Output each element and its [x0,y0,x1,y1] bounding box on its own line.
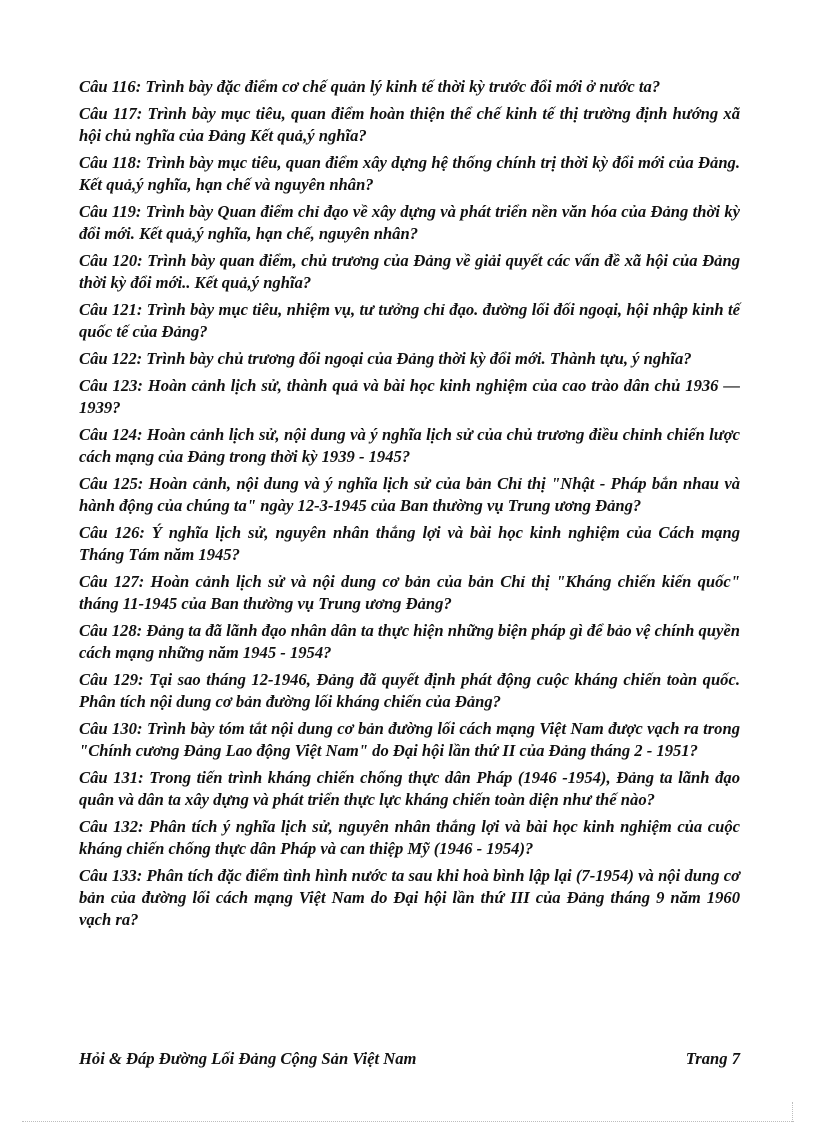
question-117: Câu 117: Trình bày mục tiêu, quan điểm hoàn thiện thể chế kinh tế thị trường định hướng xã hội chủ nghĩa của Đảng Kết quả,ý nghĩa? [79,104,740,145]
question-122: Câu 122: Trình bày chủ trương đối ngoại của Đảng thời kỳ đổi mới. Thành tựu, ý nghĩa? [79,349,692,368]
question-128: Câu 128: Đảng ta đã lãnh đạo nhân dân ta thực hiện những biện pháp gì để bảo vệ chính quyền cách mạng những năm 1945 - 1954? [79,621,740,662]
question-131: Câu 131: Trong tiến trình kháng chiến chống thực dân Pháp (1946 -1954), Đảng ta lãnh đạo quân và dân ta xây dựng và phát triển thực lực kháng chiến toàn diện như thế nào? [79,768,740,809]
page-number: Trang 7 [685,1049,740,1068]
question-126: Câu 126: Ý nghĩa lịch sử, nguyên nhân thắng lợi và bài học kinh nghiệm của Cách mạng Tháng Tám năm 1945? [79,523,740,564]
page-side-border [792,1102,793,1122]
question-132: Câu 132: Phân tích ý nghĩa lịch sử, nguyên nhân thắng lợi và bài học kinh nghiệm của cuộc kháng chiến chống thực dân Pháp và can thiệp Mỹ (1946 - 1954)? [79,817,740,858]
page-bottom-border [22,1121,794,1122]
question-116: Câu 116: Trình bày đặc điểm cơ chế quản lý kinh tế thời kỳ trước đổi mới ở nước ta? [79,77,661,96]
question-125: Câu 125: Hoàn cảnh, nội dung và ý nghĩa lịch sử của bản Chỉ thị "Nhật - Pháp bắn nhau và hành động của chúng ta" ngày 12-3-1945 của Ban thường vụ Trung ương Đảng? [79,474,740,515]
question-130: Câu 130: Trình bày tóm tắt nội dung cơ bản đường lối cách mạng Việt Nam được vạch ra trong "Chính cương Đảng Lao động Việt Nam" do Đại hội lần thứ II của Đảng tháng 2 - 1951? [79,719,740,760]
question-127: Câu 127: Hoàn cảnh lịch sử và nội dung cơ bản của bản Chỉ thị "Kháng chiến kiến quốc" tháng 11-1945 của Ban thường vụ Trung ương Đảng? [79,572,740,613]
question-119: Câu 119: Trình bày Quan điểm chỉ đạo về xây dựng và phát triển nền văn hóa của Đảng thời kỳ đổi mới. Kết quả,ý nghĩa, hạn chế, nguyên nhân? [79,202,740,243]
question-123: Câu 123: Hoàn cảnh lịch sử, thành quả và bài học kinh nghiệm của cao trào dân chủ 1936 — 1939? [79,376,740,417]
question-120: Câu 120: Trình bày quan điểm, chủ trương của Đảng về giải quyết các vấn đề xã hội của Đảng thời kỳ đổi mới.. Kết quả,ý nghĩa? [79,251,740,292]
question-list [79,76,740,936]
question-133: Câu 133: Phân tích đặc điểm tình hình nước ta sau khi hoà bình lập lại (7-1954) và nội dung cơ bản của đường lối cách mạng Việt Nam do Đại hội lần thứ III của Đảng tháng 9 năm 1960 vạch ra? [79,866,740,929]
question-124: Câu 124: Hoàn cảnh lịch sử, nội dung và ý nghĩa lịch sử của chủ trương điều chỉnh chiến lược cách mạng của Đảng trong thời kỳ 1939 - 1945? [79,425,740,466]
question-129: Câu 129: Tại sao tháng 12-1946, Đảng đã quyết định phát động cuộc kháng chiến toàn quốc. Phân tích nội dung cơ bản đường lối kháng chiến của Đảng? [79,670,740,711]
question-118: Câu 118: Trình bày mục tiêu, quan điểm xây dựng hệ thống chính trị thời kỳ đổi mới của Đảng. Kết quả,ý nghĩa, hạn chế và nguyên nhân? [79,153,740,194]
page-footer [79,1049,740,1069]
question-121: Câu 121: Trình bày mục tiêu, nhiệm vụ, tư tưởng chỉ đạo. đường lối đối ngoại, hội nhập kinh tế quốc tế của Đảng? [79,300,740,341]
footer-title: Hỏi & Đáp Đường Lối Đảng Cộng Sản Việt Nam [79,1049,417,1068]
